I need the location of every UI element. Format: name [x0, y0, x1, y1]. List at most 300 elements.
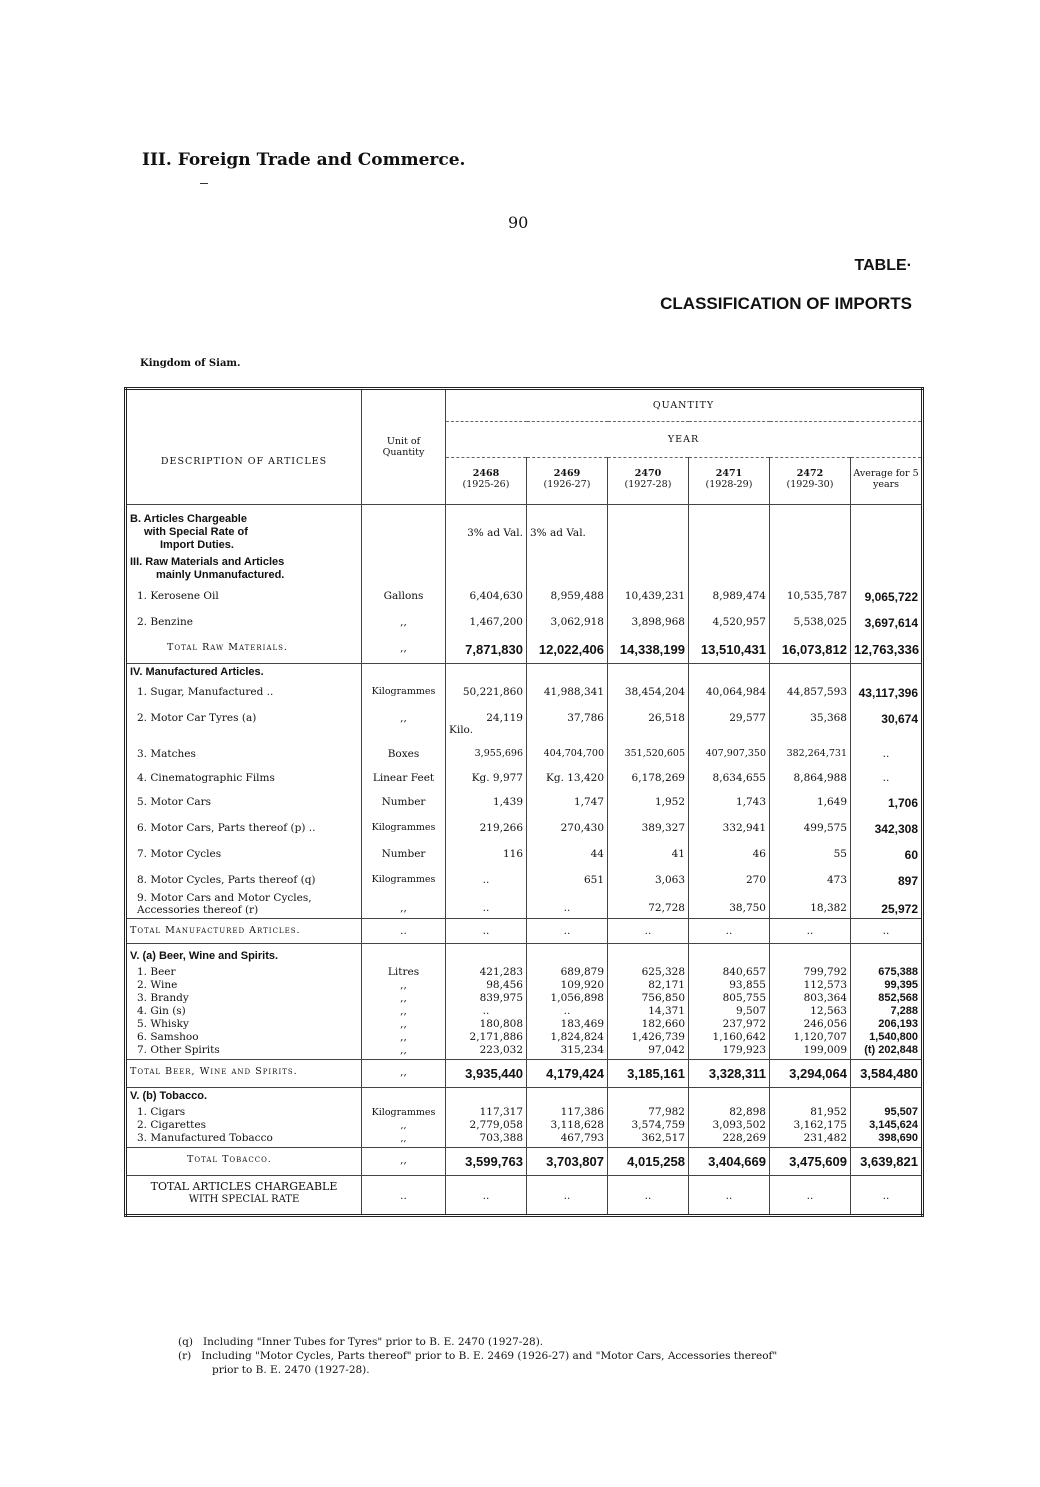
- value-2468: ..: [446, 868, 527, 890]
- value-2468: ..: [446, 890, 527, 919]
- value-average: 3,697,614: [864, 616, 918, 630]
- value-average: 1,706: [887, 796, 918, 810]
- beer-descriptions: [126, 964, 362, 1060]
- total-unit: ,,: [362, 1148, 446, 1176]
- value-average: 25,972: [881, 902, 918, 916]
- value-cell: 1,824,824: [550, 1031, 604, 1043]
- row-description: 2. Benzine: [126, 610, 362, 636]
- value-cell: 3,162,175: [793, 1119, 847, 1131]
- imports-table-wrapper: [124, 387, 921, 1217]
- rate-2468: 3% ad Val.: [446, 505, 527, 555]
- raw-materials-title: [126, 554, 362, 584]
- value-2468: 1,467,200: [446, 610, 527, 636]
- value-2470: 26,518: [608, 706, 689, 742]
- tobacco-title-row: [126, 1088, 923, 1105]
- value-cell: 2,171,886: [469, 1031, 523, 1043]
- value-cell: 421,283: [479, 966, 523, 978]
- table-title: CLASSIFICATION OF IMPORTS: [660, 294, 912, 313]
- empty-cell: [770, 554, 851, 584]
- value-cell: 7,288: [890, 1005, 918, 1017]
- value-2470: 3,063: [608, 868, 689, 890]
- empty-cell: [446, 944, 527, 965]
- value-cell: 180,808: [479, 1018, 523, 1030]
- value-cell: 799,792: [803, 966, 847, 978]
- row-unit: Boxes: [362, 742, 446, 766]
- tobacco-2470: [608, 1104, 689, 1148]
- value-cell: 199,009: [803, 1044, 847, 1056]
- beer-title: V. (a) Beer, Wine and Spirits.: [126, 944, 362, 965]
- total-2470: 3,185,161: [608, 1060, 689, 1088]
- row-unit: Kilogrammes: [362, 816, 446, 842]
- empty-cell: [770, 1088, 851, 1105]
- value-2468: 50,221,860: [446, 680, 527, 706]
- empty-cell: [362, 1088, 446, 1105]
- footnote-mark: (q): [178, 1336, 193, 1348]
- beer-average: [851, 964, 923, 1060]
- grand-total-2468: ..: [446, 1176, 527, 1216]
- total-row: [126, 919, 923, 944]
- total-2469: ..: [527, 919, 608, 944]
- value-2469: ..: [527, 890, 608, 919]
- imports-table: [124, 387, 924, 1217]
- year-be: 2468: [472, 468, 500, 479]
- value-cell: 625,328: [641, 966, 685, 978]
- value-2469: 270,430: [527, 816, 608, 842]
- grand-total-average: ..: [882, 1190, 890, 1202]
- tobacco-2472: [770, 1104, 851, 1148]
- footnote-text: Including "Inner Tubes for Tyres" prior to B. E. 2470 (1927-28).: [202, 1336, 544, 1348]
- list-item: 1. Beer: [137, 966, 176, 978]
- total-2471: 3,404,669: [689, 1148, 770, 1176]
- value-cell: 109,920: [560, 979, 604, 991]
- value-2470: 41: [608, 842, 689, 868]
- empty-cell: [689, 554, 770, 584]
- empty-cell: [770, 944, 851, 965]
- value-2472: 473: [770, 868, 851, 890]
- value-cell: 81,952: [810, 1106, 847, 1118]
- total-2472: ..: [770, 919, 851, 944]
- value-2471: 407,907,350: [689, 742, 770, 766]
- value-2471: 40,064,984: [689, 680, 770, 706]
- empty-cell: [446, 554, 527, 584]
- value-cell: 223,032: [479, 1044, 523, 1056]
- row-description: 4. Cinematographic Films: [126, 766, 362, 790]
- total-2471: ..: [689, 919, 770, 944]
- value-average: ..: [882, 748, 890, 760]
- year-be: 2472: [796, 468, 824, 479]
- tobacco-descriptions: [126, 1104, 362, 1148]
- empty-cell: [770, 505, 851, 555]
- group-b-title: [126, 505, 362, 555]
- year-be: 2470: [634, 468, 662, 479]
- row-unit: Number: [362, 790, 446, 816]
- year-header-2471: [689, 458, 770, 505]
- unit-label: ,,: [400, 1044, 407, 1056]
- empty-cell: [527, 1088, 608, 1105]
- group-b-title-line1: B. Articles Chargeable: [130, 513, 247, 525]
- unit-label: ,,: [400, 1133, 407, 1144]
- total-2472: 3,475,609: [770, 1148, 851, 1176]
- grand-total-2471: ..: [689, 1176, 770, 1216]
- footnote-r-continued: prior to B. E. 2470 (1927-28).: [212, 1364, 370, 1376]
- tobacco-units: [362, 1104, 446, 1148]
- grand-total-line1: TOTAL ARTICLES CHARGEABLE: [150, 1180, 338, 1193]
- footnotes: [178, 1335, 777, 1377]
- row-description: 1. Sugar, Manufactured ..: [126, 680, 362, 706]
- value-average: 342,308: [874, 822, 918, 836]
- value-2471: 8,634,655: [689, 766, 770, 790]
- value-2469: 3,062,918: [527, 610, 608, 636]
- grand-total-description: [126, 1176, 362, 1216]
- total-2469: 12,022,406: [527, 636, 608, 664]
- total-average: 3,584,480: [860, 1066, 918, 1081]
- list-item: 5. Whisky: [137, 1018, 189, 1030]
- value-2472: 35,368: [770, 706, 851, 742]
- value-cell: 82,171: [648, 979, 685, 991]
- year-ce: (1929-30): [786, 479, 834, 490]
- column-header-year: YEAR: [446, 422, 923, 458]
- value-2469: 1,747: [527, 790, 608, 816]
- total-description: Total Beer, Wine and Spirits.: [126, 1060, 362, 1088]
- tobacco-2469: [527, 1104, 608, 1148]
- unit-label: ,,: [400, 1031, 407, 1043]
- kilo-prefix: Kilo.: [449, 724, 474, 736]
- group-b-title-line2: with Special Rate of: [144, 526, 248, 538]
- value-2472: 8,864,988: [770, 766, 851, 790]
- beer-2468: [446, 964, 527, 1060]
- value-average: ..: [882, 772, 890, 784]
- total-description: Total Manufactured Articles.: [126, 919, 362, 944]
- empty-cell: [362, 664, 446, 681]
- table-row: [126, 610, 923, 636]
- year-ce: (1927-28): [624, 479, 672, 490]
- list-item: 3. Manufactured Tobacco: [137, 1132, 273, 1144]
- value-cell: 231,482: [803, 1132, 847, 1144]
- value-2470: 38,454,204: [608, 680, 689, 706]
- value-cell: 3,118,628: [550, 1119, 604, 1131]
- value-average: 43,117,396: [858, 686, 918, 700]
- row-description: 7. Motor Cycles: [126, 842, 362, 868]
- year-be: 2471: [715, 468, 743, 479]
- value-2470: 6,178,269: [608, 766, 689, 790]
- grand-total-row: [126, 1176, 923, 1216]
- beer-2470: [608, 964, 689, 1060]
- value-2471: 1,743: [689, 790, 770, 816]
- value-cell: 1,540,800: [869, 1031, 918, 1043]
- year-header-2468: [446, 458, 527, 505]
- value-cell: 237,972: [722, 1018, 766, 1030]
- value-cell: 3,574,759: [631, 1119, 685, 1131]
- table-row: [126, 706, 923, 742]
- table-row: [126, 868, 923, 890]
- value-2469: 8,959,488: [527, 584, 608, 610]
- total-unit: ,,: [362, 1060, 446, 1088]
- empty-cell: [689, 1088, 770, 1105]
- empty-cell: [770, 664, 851, 681]
- value-2468: 6,404,630: [446, 584, 527, 610]
- value-2471: 46: [689, 842, 770, 868]
- table-row: [126, 890, 923, 919]
- row-description: 5. Motor Cars: [126, 790, 362, 816]
- value-2468: 1,439: [446, 790, 527, 816]
- total-2470: ..: [608, 919, 689, 944]
- total-unit: ,,: [362, 636, 446, 664]
- tobacco-rows-block: [126, 1104, 923, 1148]
- value-cell: ..: [563, 1005, 571, 1017]
- year-be: 2469: [553, 468, 581, 479]
- section-heading: III. Foreign Trade and Commerce.: [142, 150, 466, 170]
- unit-label: Litres: [387, 966, 420, 978]
- empty-cell: [446, 664, 527, 681]
- total-2468: 7,871,830: [446, 636, 527, 664]
- total-2470: 4,015,258: [608, 1148, 689, 1176]
- value-cell: 206,193: [878, 1018, 918, 1030]
- value-2468: 219,266: [446, 816, 527, 842]
- value-cell: (t) 202,848: [864, 1044, 918, 1056]
- value-cell: 82,898: [729, 1106, 766, 1118]
- value-cell: 228,269: [722, 1132, 766, 1144]
- value-cell: 675,388: [878, 966, 918, 978]
- unit-label: ,,: [400, 1018, 407, 1030]
- value-2469: Kg. 13,420: [527, 766, 608, 790]
- value-cell: 97,042: [648, 1044, 685, 1056]
- total-2471: 13,510,431: [689, 636, 770, 664]
- rate-2469: 3% ad Val.: [527, 505, 608, 555]
- table-row: [126, 584, 923, 610]
- total-average: 3,639,821: [860, 1154, 918, 1169]
- value-average: 897: [897, 874, 918, 888]
- total-2468: ..: [446, 919, 527, 944]
- tobacco-2468: [446, 1104, 527, 1148]
- value-cell: 112,573: [803, 979, 847, 991]
- value-cell: 839,975: [479, 992, 523, 1004]
- empty-cell: [608, 1088, 689, 1105]
- footnote-r: [178, 1349, 777, 1363]
- value-cell: 9,507: [735, 1005, 766, 1017]
- value-cell: 183,469: [560, 1018, 604, 1030]
- value-cell: 398,690: [878, 1132, 918, 1144]
- value-2470: 351,520,605: [608, 742, 689, 766]
- row-unit: Kilogrammes: [362, 680, 446, 706]
- value-cell: 1,160,642: [712, 1031, 766, 1043]
- column-header-description: DESCRIPTION OF ARTICLES: [126, 389, 362, 505]
- year-header-2470: [608, 458, 689, 505]
- empty-cell: [608, 664, 689, 681]
- list-item: 2. Cigarettes: [137, 1119, 207, 1131]
- group-b-title-line3: Import Duties.: [160, 539, 234, 551]
- beer-2469: [527, 964, 608, 1060]
- year-header-2469: [527, 458, 608, 505]
- value-2472: 382,264,731: [770, 742, 851, 766]
- value-2471: 332,941: [689, 816, 770, 842]
- value-cell: 756,850: [641, 992, 685, 1004]
- empty-cell: [362, 554, 446, 584]
- value-2472: 5,538,025: [770, 610, 851, 636]
- empty-cell: [362, 505, 446, 555]
- footnote-q: [178, 1335, 777, 1349]
- value-cell: 14,371: [648, 1005, 685, 1017]
- list-item: 4. Gin (s): [137, 1005, 186, 1017]
- beer-2471: [689, 964, 770, 1060]
- row-description: 9. Motor Cars and Motor Cycles, Accessories thereof (r): [126, 890, 362, 919]
- value-cell: 362,517: [641, 1132, 685, 1144]
- row-unit: Kilogrammes: [362, 868, 446, 890]
- value-2472: 55: [770, 842, 851, 868]
- grand-total-line2: WITH SPECIAL RATE: [188, 1194, 300, 1205]
- year-ce: (1925-26): [462, 479, 510, 490]
- list-item: 6. Samshoo: [137, 1031, 199, 1043]
- table-row: [126, 742, 923, 766]
- year-header-2472: [770, 458, 851, 505]
- value-cell: 467,793: [560, 1132, 604, 1144]
- value-2469: 41,988,341: [527, 680, 608, 706]
- value-2469: 651: [527, 868, 608, 890]
- value-cell: 840,657: [722, 966, 766, 978]
- empty-cell: [527, 944, 608, 965]
- value-cell: 182,660: [641, 1018, 685, 1030]
- value-2470: 389,327: [608, 816, 689, 842]
- tobacco-2471: [689, 1104, 770, 1148]
- page-number: 90: [508, 213, 529, 232]
- column-header-unit: Unit of Quantity: [362, 389, 446, 505]
- value-cell: ..: [482, 1005, 490, 1017]
- beer-units: [362, 964, 446, 1060]
- table-row: [126, 680, 923, 706]
- year-ce: (1928-29): [705, 479, 753, 490]
- value-2471: 8,989,474: [689, 584, 770, 610]
- value-2468: 3,955,696: [446, 742, 527, 766]
- unit-label: ,,: [400, 979, 407, 991]
- row-description: 2. Motor Car Tyres (a): [126, 706, 362, 742]
- value-2469: 37,786: [527, 706, 608, 742]
- total-2469: 3,703,807: [527, 1148, 608, 1176]
- value-2471: 270: [689, 868, 770, 890]
- value-cell: 315,234: [560, 1044, 604, 1056]
- value-2468: [446, 706, 527, 742]
- empty-cell: [527, 554, 608, 584]
- value-cell: 117,386: [560, 1106, 604, 1118]
- raw-title-line1: III. Raw Materials and Articles: [130, 556, 285, 568]
- column-header-average: Average for 5 years: [853, 468, 919, 490]
- total-unit: ..: [362, 919, 446, 944]
- value-cell: 3,145,624: [869, 1119, 918, 1131]
- row-description: 8. Motor Cycles, Parts thereof (q): [126, 868, 362, 890]
- empty-cell: [608, 944, 689, 965]
- value-2468: Kg. 9,977: [446, 766, 527, 790]
- total-row: [126, 1148, 923, 1176]
- year-ce: (1926-27): [543, 479, 591, 490]
- empty-cell: [851, 1088, 923, 1105]
- value-cell: 93,855: [729, 979, 766, 991]
- row-unit: Number: [362, 842, 446, 868]
- value-cell: 805,755: [722, 992, 766, 1004]
- value-2471: 38,750: [689, 890, 770, 919]
- value-cell: 1,056,898: [550, 992, 604, 1004]
- total-2471: 3,328,311: [689, 1060, 770, 1088]
- value-cell: 246,056: [803, 1018, 847, 1030]
- unit-label: ,,: [400, 1005, 407, 1017]
- value-2471: 29,577: [689, 706, 770, 742]
- value-2472: 499,575: [770, 816, 851, 842]
- row-unit: ,,: [362, 890, 446, 919]
- empty-cell: [851, 554, 923, 584]
- value-2472: 44,857,593: [770, 680, 851, 706]
- value-2470: 1,952: [608, 790, 689, 816]
- total-2468: 3,599,763: [446, 1148, 527, 1176]
- table-row: [126, 766, 923, 790]
- tobacco-title: V. (b) Tobacco.: [126, 1088, 362, 1105]
- group-b-row: [126, 505, 923, 555]
- divider: [200, 183, 208, 184]
- row-unit: Linear Feet: [362, 766, 446, 790]
- manufactured-title: IV. Manufactured Articles.: [126, 664, 362, 681]
- beer-rows-block: [126, 964, 923, 1060]
- raw-title-line2: mainly Unmanufactured.: [156, 569, 285, 581]
- total-average: ..: [882, 925, 890, 937]
- total-row: [126, 1060, 923, 1088]
- unit-label: ,,: [400, 992, 407, 1004]
- table-row: [126, 790, 923, 816]
- empty-cell: [689, 664, 770, 681]
- empty-cell: [527, 664, 608, 681]
- value-cell: 689,879: [560, 966, 604, 978]
- value-2470: 3,898,968: [608, 610, 689, 636]
- value-cell: 99,395: [884, 979, 918, 991]
- value-2472: 1,649: [770, 790, 851, 816]
- table-row: [126, 842, 923, 868]
- empty-cell: [608, 554, 689, 584]
- value-cell: 95,507: [884, 1106, 918, 1118]
- empty-cell: [689, 944, 770, 965]
- table-row: [126, 816, 923, 842]
- tobacco-average: [851, 1104, 923, 1148]
- total-description: Total Raw Materials.: [126, 636, 362, 664]
- row-description: 3. Matches: [126, 742, 362, 766]
- value-cell: 1,120,707: [793, 1031, 847, 1043]
- value-2469: 404,704,700: [527, 742, 608, 766]
- footnote-text: Including "Motor Cycles, Parts thereof" prior to B. E. 2469 (1926-27) and "Motor Cars, Accessories thereof": [201, 1350, 778, 1362]
- footnote-mark: (r): [178, 1350, 192, 1362]
- raw-materials-title-row: [126, 554, 923, 584]
- empty-cell: [851, 664, 923, 681]
- list-item: 2. Wine: [137, 979, 178, 991]
- unit-label: ,,: [400, 1120, 407, 1131]
- total-2468: 3,935,440: [446, 1060, 527, 1088]
- value-average: 9,065,722: [864, 590, 918, 604]
- empty-cell: [851, 505, 923, 555]
- total-2470: 14,338,199: [608, 636, 689, 664]
- grand-total-2469: ..: [527, 1176, 608, 1216]
- total-average: 12,763,336: [854, 642, 920, 657]
- value-2469: 44: [527, 842, 608, 868]
- beer-2472: [770, 964, 851, 1060]
- total-2472: 16,073,812: [770, 636, 851, 664]
- value-cell: 3,093,502: [712, 1119, 766, 1131]
- value-average: 60: [904, 848, 918, 862]
- value-2470: 10,439,231: [608, 584, 689, 610]
- value-cell: 12,563: [810, 1005, 847, 1017]
- value-2472: 10,535,787: [770, 584, 851, 610]
- beer-title-row: [126, 944, 923, 965]
- value-cell: 852,568: [878, 992, 918, 1004]
- empty-cell: [446, 1088, 527, 1105]
- value-2472: 18,382: [770, 890, 851, 919]
- row-unit: Gallons: [362, 584, 446, 610]
- value-cell: 77,982: [648, 1106, 685, 1118]
- empty-cell: [608, 505, 689, 555]
- value-cell: 2,779,058: [469, 1119, 523, 1131]
- grand-total-2470: ..: [608, 1176, 689, 1216]
